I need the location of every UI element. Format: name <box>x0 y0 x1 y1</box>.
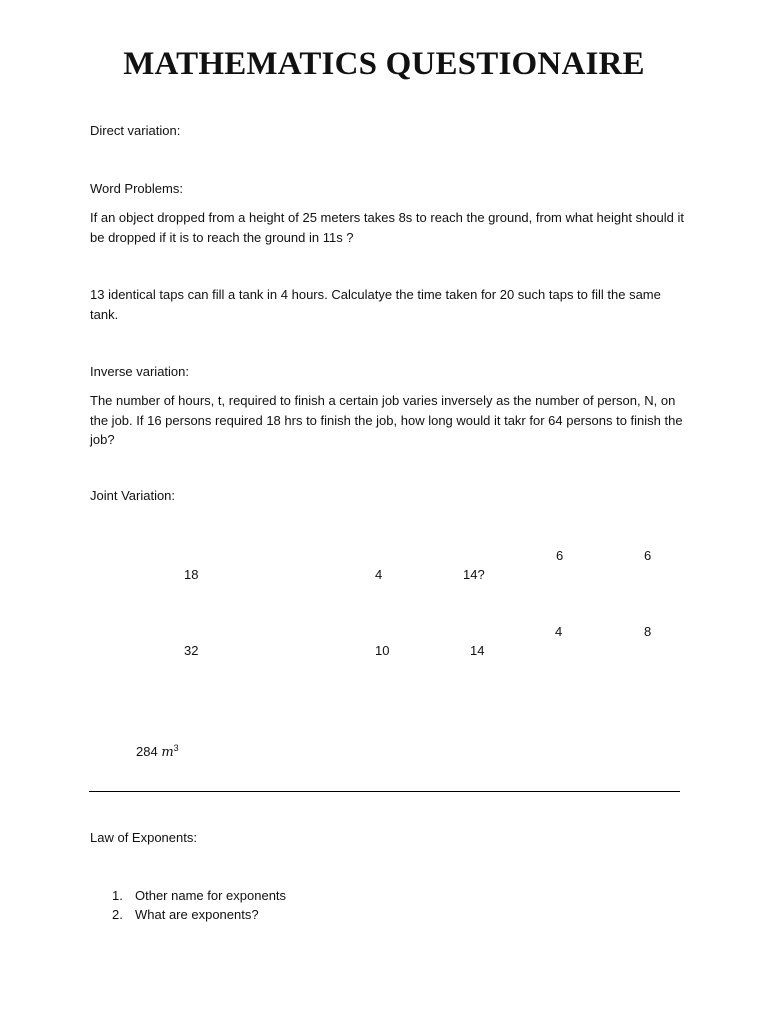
joint-variation-answer <box>136 740 179 761</box>
word-problem-1: If an object dropped from a height of 25 meters takes 8s to reach the ground, from what height should it be dropped if it is to reach the ground in 11s ? <box>90 210 685 245</box>
section-divider <box>89 791 680 792</box>
word-problem-2: 13 identical taps can fill a tank in 4 hours. Calculatye the time taken for 20 such taps to fill the same tank. <box>90 287 661 322</box>
joint-row2-value-e: 8 <box>644 624 652 639</box>
joint-row2-value-c: 14 <box>470 643 485 658</box>
answer-unit: m <box>161 745 174 760</box>
answer-exponent: 3 <box>173 743 179 753</box>
list-item-text: Other name for exponents <box>135 888 287 903</box>
joint-row2-value-b: 10 <box>375 643 390 658</box>
inverse-variation-problem-1: The number of hours, t, required to finish a certain job varies inversely as the number of person, N, on the job. If 16 persons required 18 hrs to finish the job, how long would it takr for 64 persons to finish the job? <box>90 393 683 447</box>
list-item <box>90 905 286 924</box>
list-item <box>90 886 286 905</box>
answer-value: 284 <box>136 744 158 759</box>
inverse-variation-heading: Inverse variation: <box>90 364 189 379</box>
joint-row1-value-d: 6 <box>556 548 564 563</box>
law-of-exponents-list <box>90 886 286 924</box>
law-of-exponents-heading: Law of Exponents: <box>90 830 197 845</box>
joint-row1-value-b: 4 <box>375 567 383 582</box>
list-item-text: What are exponents? <box>135 907 259 922</box>
joint-row1-value-e: 6 <box>644 548 652 563</box>
word-problems-heading: Word Problems: <box>90 181 183 196</box>
document-title: MATHEMATICS QUESTIONAIRE <box>123 46 645 82</box>
joint-row2-value-d: 4 <box>555 624 563 639</box>
list-marker: 2. <box>112 907 123 922</box>
joint-row2-value-a: 32 <box>184 643 199 658</box>
joint-row1-value-a: 18 <box>184 567 199 582</box>
direct-variation-heading: Direct variation: <box>90 123 181 138</box>
joint-variation-heading: Joint Variation: <box>90 488 176 503</box>
joint-row1-value-c: 14? <box>463 567 485 582</box>
list-marker: 1. <box>112 888 123 903</box>
